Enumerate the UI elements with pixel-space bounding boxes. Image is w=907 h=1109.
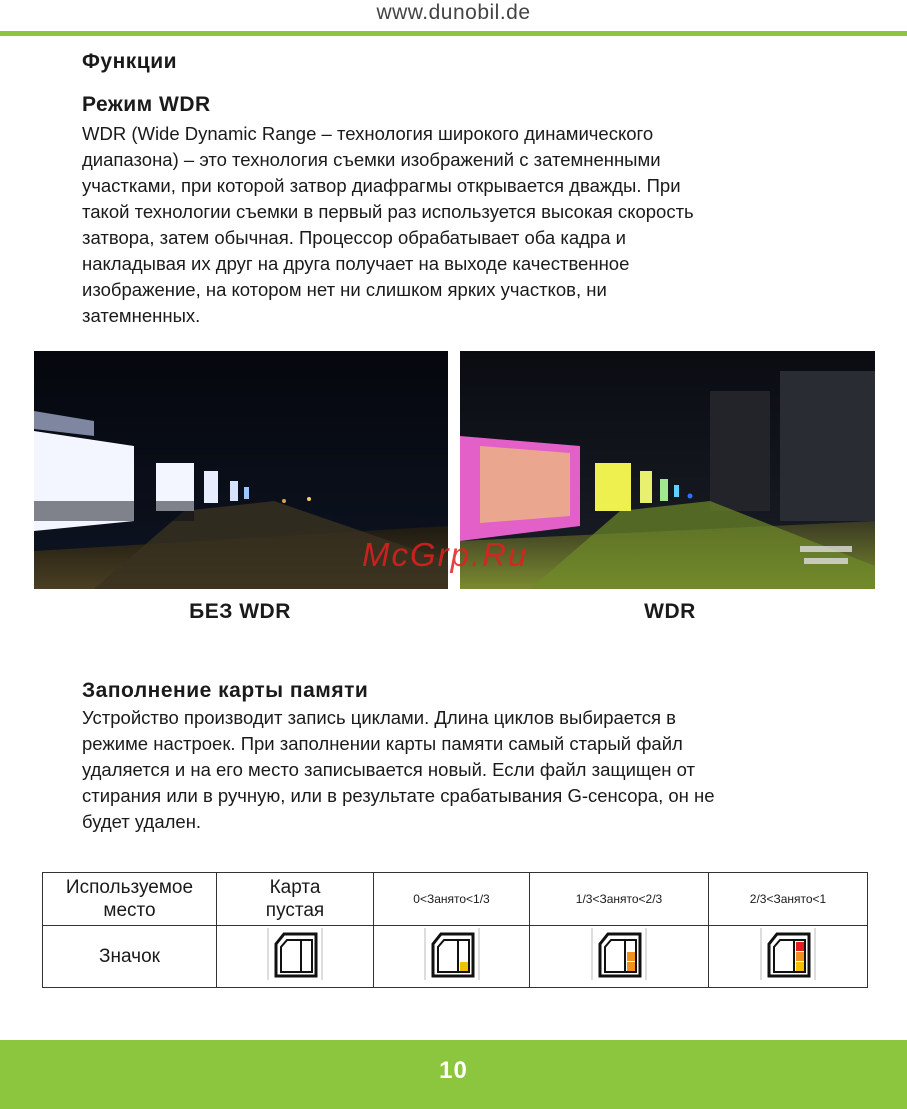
header-cell-third-2: 1/3<Занято<2/3 [530, 873, 709, 926]
wdr-paragraph [82, 121, 694, 329]
sd-segment [303, 962, 311, 971]
wdr-line: затвора, затем обычная. Процессор обрабатывает оба кадра и [82, 227, 626, 248]
wdr-line: изображение, на котором нет ни слишком ярких участков, ни [82, 279, 607, 300]
wdr-line: накладывая их друг на друга получает на выходе качественное [82, 253, 630, 274]
cell-text: место [103, 900, 156, 921]
footer-bar [0, 1040, 907, 1109]
header-rule [0, 31, 907, 36]
wdr-line: участками, при которой затвор диафрагмы открывается дважды. При [82, 175, 681, 196]
memory-paragraph [82, 705, 715, 835]
header-cell-empty [217, 873, 374, 926]
sd-segment [796, 962, 804, 971]
sd-segment [796, 942, 804, 951]
sd-segment [303, 952, 311, 961]
memory-usage-table [42, 872, 868, 988]
icon-row-label: Значок [43, 926, 217, 988]
sd-segment [627, 952, 635, 961]
memory-line: режиме настроек. При заполнении карты памяти самый старый файл [82, 733, 683, 754]
sd-segment [627, 942, 635, 951]
sd-segment [796, 952, 804, 961]
caption-without-wdr: БЕЗ WDR [189, 600, 291, 623]
cell-text: пустая [265, 900, 325, 921]
caption-with-wdr: WDR [644, 600, 696, 623]
cell-text: Карта [269, 877, 321, 898]
icon-cell [374, 926, 530, 988]
memory-line: Устройство производит запись циклами. Длина циклов выбирается в [82, 707, 676, 728]
page-number: 10 [439, 1057, 468, 1084]
table-row [43, 873, 868, 926]
wdr-heading: Режим WDR [82, 93, 211, 116]
site-url: www.dunobil.de [376, 1, 531, 24]
memory-line: стирания или в ручную, или в результате срабатывания G-сенсора, он не [82, 785, 715, 806]
wdr-line: диапазона) – это технология съемки изображений с затемненными [82, 149, 661, 170]
icon-cell [530, 926, 709, 988]
wdr-line: такой технологии съемки в первый раз используется высокая скорость [82, 201, 694, 222]
watermark: McGrp.Ru [362, 536, 529, 573]
sd-card-empty-icon [266, 926, 324, 982]
header-cell-usage [43, 873, 217, 926]
header-cell-third-3: 2/3<Занято<1 [709, 873, 868, 926]
page-title: Функции [82, 50, 178, 73]
sd-segment [627, 962, 635, 971]
sd-segment [460, 942, 468, 951]
sd-segment [460, 962, 468, 971]
memory-line: будет удален. [82, 811, 202, 832]
sd-card-full-icon [759, 926, 817, 982]
table-row [43, 926, 868, 988]
icon-cell [709, 926, 868, 988]
sd-card-two-thirds-icon [590, 926, 648, 982]
sd-segment [303, 942, 311, 951]
cell-text: Используемое [65, 877, 194, 898]
memory-heading: Заполнение карты памяти [82, 679, 369, 702]
sd-card-one-third-icon [423, 926, 481, 982]
wdr-line: WDR (Wide Dynamic Range – технология широкого динамического [82, 123, 654, 144]
sd-segment [460, 952, 468, 961]
header-cell-third-1: 0<Занято<1/3 [374, 873, 530, 926]
memory-line: удаляется и на его место записывается новый. Если файл защищен от [82, 759, 695, 780]
wdr-line: затемненных. [82, 305, 201, 326]
icon-cell [217, 926, 374, 988]
